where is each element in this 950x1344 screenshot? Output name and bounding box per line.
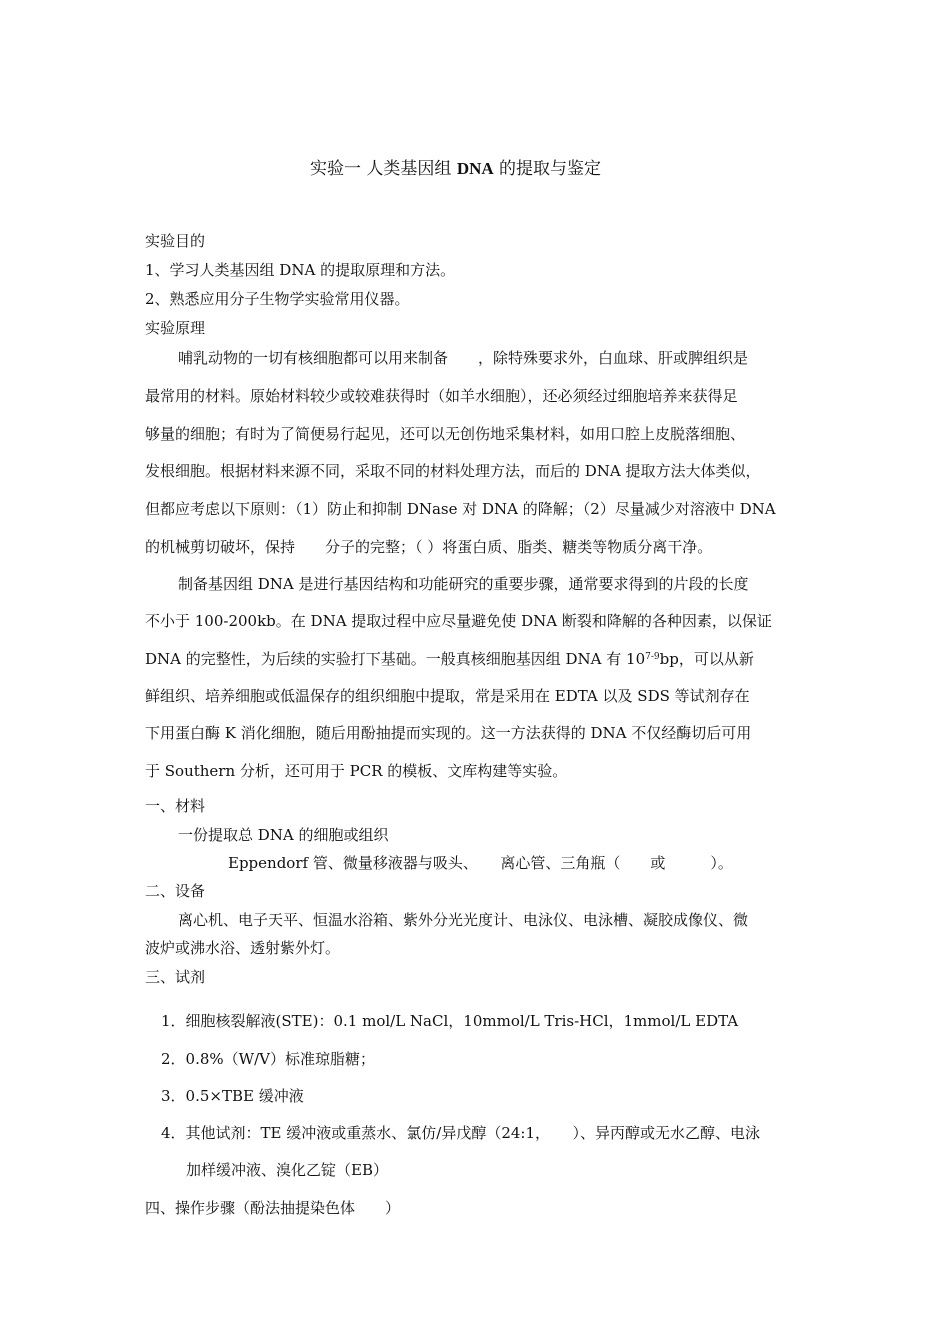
reagent-item-continued: 加样缓冲液、溴化乙锭（EB） xyxy=(186,1161,388,1179)
principle-para1-line: 够量的细胞；有时为了简便易行起见，还可以无创伤地采集材料，如用口腔上皮脱落细胞、 xyxy=(145,425,746,443)
reagent-item: 1．细胞核裂解液(STE)：0.1 mol/L NaCl，10mmol/L Tris-HCl，1mmol/L EDTA xyxy=(161,1012,739,1030)
page-title xyxy=(310,159,601,179)
principle-para1-line: 的机械剪切破坏，保持 分子的完整；（ ）将蛋白质、脂类、糖类等物质分离干净。 xyxy=(145,538,713,556)
principle-para1-line: 最常用的材料。原始材料较少或较难获得时（如羊水细胞），还必须经过细胞培养来获得足 xyxy=(145,387,738,405)
principle-para2-line: 下用蛋白酶 K 消化细胞，随后用酚抽提而实现的。这一方法获得的 DNA 不仅经酶切后可用 xyxy=(145,724,752,742)
purpose-item: 1、学习人类基因组 DNA 的提取原理和方法。 xyxy=(145,261,456,279)
principle-para2-line xyxy=(145,649,754,669)
principle-para2-line: 鲜组织、培养细胞或低温保存的组织细胞中提取，常是采用在 EDTA 以及 SDS 等试剂存在 xyxy=(145,687,750,705)
title-bold: DNA xyxy=(456,159,494,178)
principle-para2-line3-tail: bp，可以从新 xyxy=(659,650,754,668)
principle-para2-line: 于 Southern 分析，还可用于 PCR 的模板、文库构建等实验。 xyxy=(145,762,568,780)
principle-para1-line: 哺乳动物的一切有核细胞都可以用来制备 ，除特殊要求外，白血球、肝或脾组织是 xyxy=(178,349,749,367)
principle-para2-line3-text: DNA 的完整性，为后续的实验打下基础。一般真核细胞基因组 DNA 有 10 xyxy=(145,650,646,668)
purpose-heading: 实验目的 xyxy=(145,232,206,250)
principle-para2-line: 制备基因组 DNA 是进行基因结构和功能研究的重要步骤，通常要求得到的片段的长度 xyxy=(178,575,749,593)
equipment-line: 波炉或沸水浴、透射紫外灯。 xyxy=(145,939,341,957)
title-prefix: 实验一 人类基因组 xyxy=(310,159,457,179)
purpose-item: 2、熟悉应用分子生物学实验常用仪器。 xyxy=(145,290,410,308)
principle-heading: 实验原理 xyxy=(145,319,206,337)
title-suffix: 的提取与鉴定 xyxy=(493,159,602,179)
equipment-line: 离心机、电子天平、恒温水浴箱、紫外分光光度计、电泳仪、电泳槽、凝胶成像仪、微 xyxy=(178,911,749,929)
reagent-item: 3．0.5×TBE 缓冲液 xyxy=(161,1087,304,1105)
reagent-item: 2．0.8%（W/V）标准琼脂糖； xyxy=(161,1050,375,1068)
principle-para1-line: 但都应考虑以下原则：（1）防止和抑制 DNase 对 DNA 的降解；（2）尽量减少对溶液中 DNA xyxy=(145,500,776,518)
materials-line: 一份提取总 DNA 的细胞或组织 xyxy=(178,826,389,844)
procedure-heading: 四、操作步骤（酚法抽提染色体 ） xyxy=(145,1199,401,1217)
materials-heading: 一、材料 xyxy=(145,797,206,815)
equipment-heading: 二、设备 xyxy=(145,882,206,900)
materials-line: Eppendorf 管、微量移液器与吸头、 离心管、三角瓶（ 或 ）。 xyxy=(228,854,733,872)
reagent-item: 4．其他试剂：TE 缓冲液或重蒸水、氯仿/异戊醇（24:1， ）、异丙醇或无水乙醇、电泳 xyxy=(161,1124,761,1142)
principle-para1-line: 发根细胞。根据材料来源不同，采取不同的材料处理方法，而后的 DNA 提取方法大体类似， xyxy=(145,462,761,480)
reagents-heading: 三、试剂 xyxy=(145,968,206,986)
exponent-superscript: 7-9 xyxy=(645,652,660,662)
principle-para2-line: 不小于 100-200kb。在 DNA 提取过程中应尽量避免使 DNA 断裂和降解的各种因素，以保证 xyxy=(145,612,772,630)
